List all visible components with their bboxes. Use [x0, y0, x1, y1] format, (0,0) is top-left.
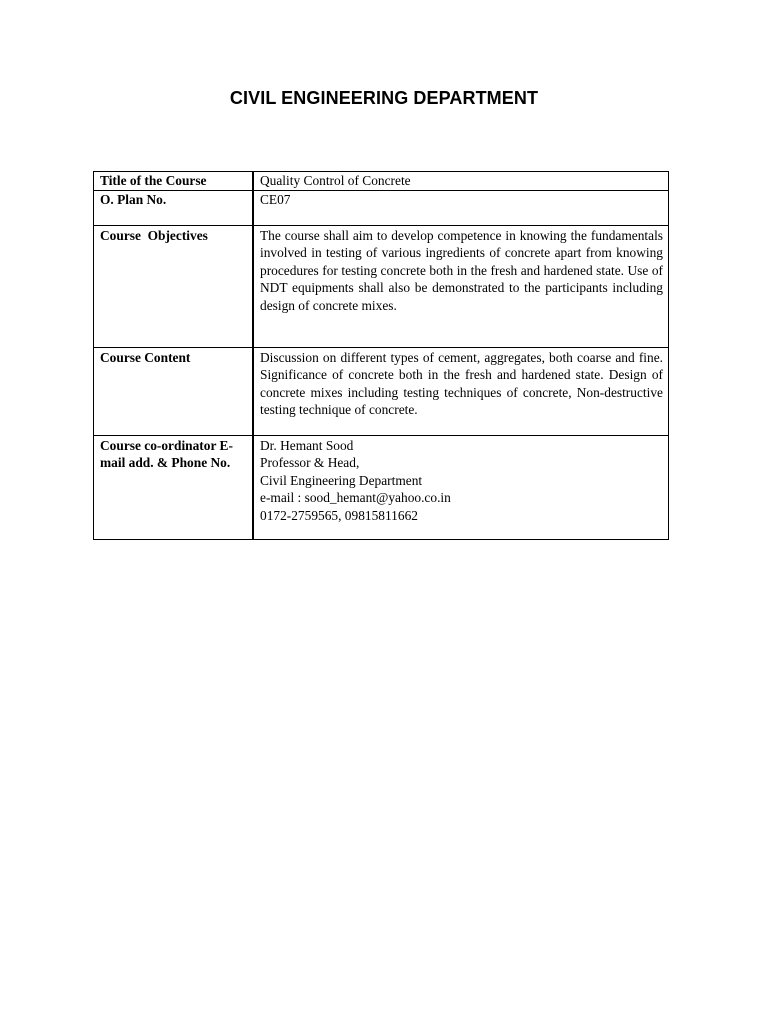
course-content-label: Course Content [94, 347, 254, 435]
coordinator-phone: 0172-2759565, 09815811662 [260, 507, 418, 523]
page-title: CIVIL ENGINEERING DEPARTMENT [229, 88, 539, 108]
course-coordinator-label: Course co-ordinator E-mail add. & Phone No. [94, 435, 254, 539]
coordinator-email: e-mail : sood_hemant@yahoo.co.in [260, 490, 451, 505]
plan-no-value: CE07 [253, 190, 669, 225]
course-title-label: Title of the Course [94, 172, 254, 191]
coordinator-name: Dr. Hemant Sood [260, 437, 354, 453]
table-row-course-content [94, 347, 669, 435]
table-row-course-coordinator [94, 435, 669, 539]
course-title-value: Quality Control of Concrete [253, 172, 669, 191]
coordinator-department: Civil Engineering Department [260, 472, 423, 488]
course-objectives-label: Course Objectives [94, 225, 254, 347]
plan-no-label: O. Plan No. [94, 190, 254, 225]
course-objectives-value: The course shall aim to develop competence in knowing the fundamentals involved in testing of various ingredients of concrete apart from knowing procedures for testing concrete both in the fresh and hardened state. Use of NDT equipments shall also be demonstrated to the participants including design of concrete mixes. [253, 225, 669, 347]
course-content-value: Discussion on different types of cement, aggregates, both coarse and fine. Significance of concrete both in the fresh and hardened state. Design of concrete mixes including testing techniques of concrete, Non-destructive testing technique of concrete. [253, 347, 669, 435]
table-row-plan-no [94, 190, 669, 225]
table-row-course-title [94, 172, 669, 191]
coordinator-designation: Professor & Head, [260, 455, 360, 470]
course-details-table [93, 171, 669, 540]
course-coordinator-details [253, 435, 669, 539]
table-row-course-objectives [94, 225, 669, 347]
